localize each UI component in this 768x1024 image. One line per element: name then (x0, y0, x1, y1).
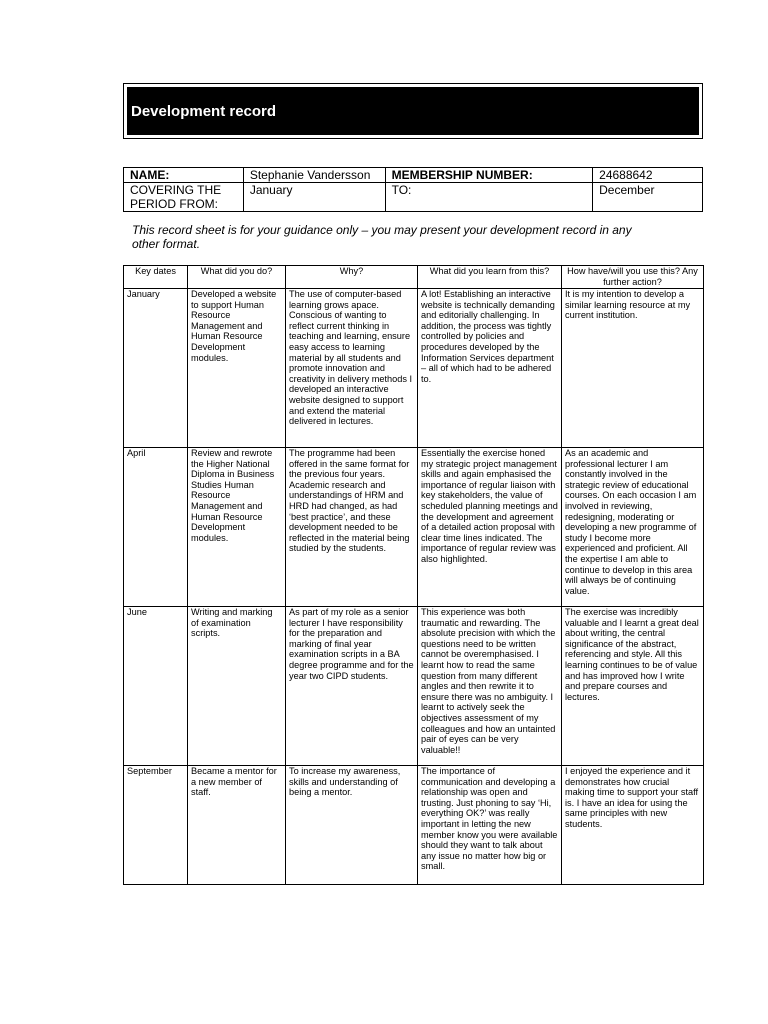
cell-learn: This experience was both traumatic and rewarding. The absolute precision with which the questions need to be written cannot be overemphasised. I learnt how to read the same question from many different angles and then rewrite it to ensure there was no ambiguity. I learnt to actively seek the objectives assessment of my colleagues and how an untainted pair of eyes can be very valuable!! (418, 607, 562, 766)
info-table (123, 167, 703, 212)
cell-why: To increase my awareness, skills and understanding of being a mentor. (286, 766, 418, 885)
header-how-use: How have/will you use this? Any further action? (562, 266, 704, 289)
cell-did: Became a mentor for a new member of staff. (188, 766, 286, 885)
cell-did: Developed a website to support Human Resource Management and Human Resource Development modules. (188, 289, 286, 448)
cell-use: It is my intention to develop a similar learning resource at my current institution. (562, 289, 704, 448)
to-label: TO: (385, 183, 593, 212)
info-row-period (124, 183, 703, 212)
cell-use: The exercise was incredibly valuable and I learnt a great deal about writing, the central significance of the abstract, referencing and style. All this learning continues to be of value and has improved how I write and prepare courses and lectures. (562, 607, 704, 766)
name-label: NAME: (124, 168, 244, 183)
period-from-value: January (243, 183, 385, 212)
cell-learn: The importance of communication and developing a relationship was open and trusting. Just phoning to say ‘Hi, everything OK?’ was really important in letting the new member know you were available should they want to talk about any issue no matter how big or small. (418, 766, 562, 885)
title-bar (127, 87, 699, 135)
cell-did: Review and rewrote the Higher National Diploma in Business Studies Human Resource Management and Human Resource Development modules. (188, 448, 286, 607)
table-row (124, 448, 704, 607)
cell-date: April (124, 448, 188, 607)
cell-use: I enjoyed the experience and it demonstrates how crucial making time to support your staff is. I have an idea for using the same principles with new students. (562, 766, 704, 885)
cell-did: Writing and marking of examination scripts. (188, 607, 286, 766)
title-banner (123, 83, 703, 139)
cell-date: January (124, 289, 188, 448)
membership-label: MEMBERSHIP NUMBER: (385, 168, 593, 183)
cell-learn: Essentially the exercise honed my strategic project management skills and again emphasised the importance of regular liaison with key stakeholders, the value of scheduled planning meetings and the development and agreement of a detailed action proposal with clear time lines indicated. The importance of regular review was also highlighted. (418, 448, 562, 607)
table-header-row (124, 266, 704, 289)
period-label: COVERING THE PERIOD FROM: (124, 183, 244, 212)
cell-learn: A lot! Establishing an interactive website is technically demanding and editorially challenging. In addition, the process was tightly controlled by policies and procedures developed by the Information Services department – all of which had to be adhered to. (418, 289, 562, 448)
header-why: Why? (286, 266, 418, 289)
cell-why: The programme had been offered in the same format for the previous four years. Academic research and understandings of HRM and HRD had changed, as had ‘best practice’, and these development needed to be reflected in the material being studied by the students. (286, 448, 418, 607)
table-row (124, 289, 704, 448)
cell-why: As part of my role as a senior lecturer I have responsibility for the preparation and marking of final year examination scripts in a BA degree programme and for the year two CIPD students. (286, 607, 418, 766)
development-record-table (123, 265, 704, 885)
header-key-dates: Key dates (124, 266, 188, 289)
guidance-note: This record sheet is for your guidance only – you may present your development record in any other format. (132, 223, 632, 251)
table-row (124, 766, 704, 885)
info-row-name (124, 168, 703, 183)
membership-value: 24688642 (593, 168, 703, 183)
cell-date: June (124, 607, 188, 766)
cell-use: As an academic and professional lecturer I am constantly involved in the strategic review of educational courses. On each occasion I am involved in reviewing, redesigning, moderating or developing a new programme of study I become more experienced and proficient. All the expertise I am able to continue to develop in this area will always be of continuing value. (562, 448, 704, 607)
cell-date: September (124, 766, 188, 885)
cell-why: The use of computer-based learning grows apace. Conscious of wanting to reflect current thinking in teaching and learning, ensure easy access to learning material by all students and promote innovation and creativity in delivery methods I developed an interactive website designed to support and extend the material delivered in lectures. (286, 289, 418, 448)
document-title: Development record (131, 103, 277, 120)
table-row (124, 607, 704, 766)
period-to-value: December (593, 183, 703, 212)
header-what-did-you-do: What did you do? (188, 266, 286, 289)
name-value: Stephanie Vandersson (243, 168, 385, 183)
header-what-did-you-learn: What did you learn from this? (418, 266, 562, 289)
